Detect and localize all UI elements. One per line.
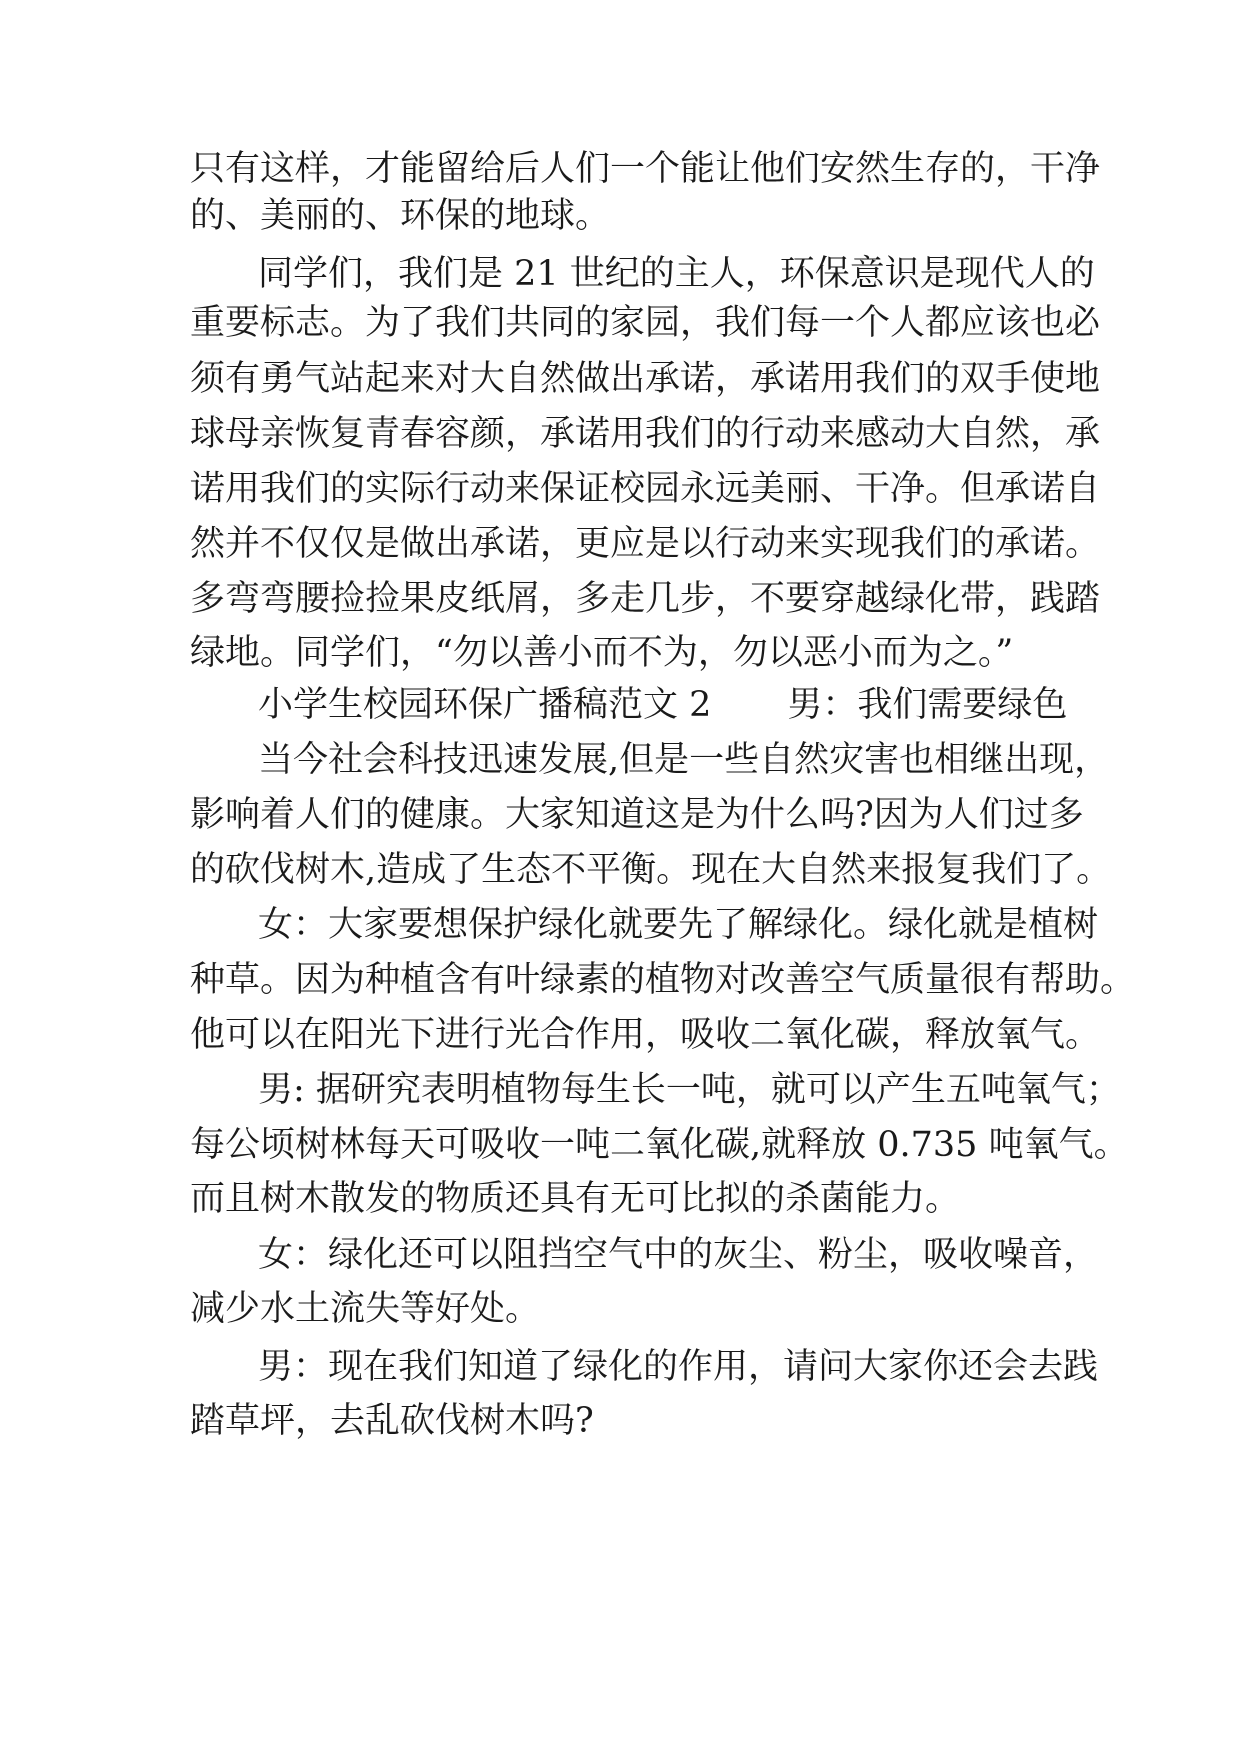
paragraph-start-line: 当今社会科技迅速发展,但是一些自然灾害也相继出现， — [258, 740, 1110, 780]
text-line: 球母亲恢复青春容颜，承诺用我们的行动来感动大自然，承 — [190, 414, 1101, 454]
text-line: 的、美丽的、环保的地球。 — [190, 196, 611, 236]
text-line: 踏草坪，去乱砍伐树木吗? — [190, 1401, 594, 1441]
text-line: 须有勇气站起来对大自然做出承诺，承诺用我们的双手使地 — [190, 359, 1101, 399]
text-line: 绿地。同学们，“勿以善小而不为，勿以恶小而为之。” — [190, 633, 1014, 673]
text-line: 他可以在阳光下进行光合作用，吸收二氧化碳，释放氧气。 — [190, 1015, 1101, 1055]
text-line: 只有这样，才能留给后人们一个能让他们安然生存的，干净 — [190, 149, 1101, 189]
text-line: 影响着人们的健康。大家知道这是为什么吗?因为人们过多 — [190, 795, 1084, 835]
text-line: 重要标志。为了我们共同的家园，我们每一个人都应该也必 — [190, 303, 1101, 343]
paragraph-start-line: 女：大家要想保护绿化就要先了解绿化。绿化就是植树 — [258, 905, 1099, 945]
text-line: 种草。因为种植含有叶绿素的植物对改善空气质量很有帮助。 — [190, 960, 1136, 1000]
text-line: 诺用我们的实际行动来保证校园永远美丽、干净。但承诺自 — [190, 469, 1101, 509]
text-line: 而且树木散发的物质还具有无可比拟的杀菌能力。 — [190, 1179, 961, 1219]
text-line: 减少水土流失等好处。 — [190, 1289, 541, 1329]
text-line: 然并不仅仅是做出承诺，更应是以行动来实现我们的承诺。 — [190, 524, 1101, 564]
paragraph-start-line: 同学们，我们是 21 世纪的主人，环保意识是现代人的 — [258, 254, 1095, 294]
text-line: 多弯弯腰捡捡果皮纸屑，多走几步，不要穿越绿化带，践踏 — [190, 579, 1101, 619]
paragraph-start-line: 男：现在我们知道了绿化的作用，请问大家你还会去践 — [258, 1347, 1099, 1387]
speaker-line: 男：我们需要绿色 — [787, 685, 1068, 725]
paragraph-start-line: 男: 据研究表明植物每生长一吨，就可以产生五吨氧气； — [258, 1070, 1121, 1110]
paragraph-start-line: 女：绿化还可以阻挡空气中的灰尘、粉尘，吸收噪音， — [258, 1235, 1099, 1275]
section-title: 小学生校园环保广播稿范文 2 — [258, 685, 712, 725]
text-line: 的砍伐树木,造成了生态不平衡。现在大自然来报复我们了。 — [190, 850, 1112, 890]
text-line: 每公顷树林每天可吸收一吨二氧化碳,就释放 0.735 吨氧气。 — [190, 1125, 1129, 1165]
section-heading-line — [258, 682, 1067, 728]
